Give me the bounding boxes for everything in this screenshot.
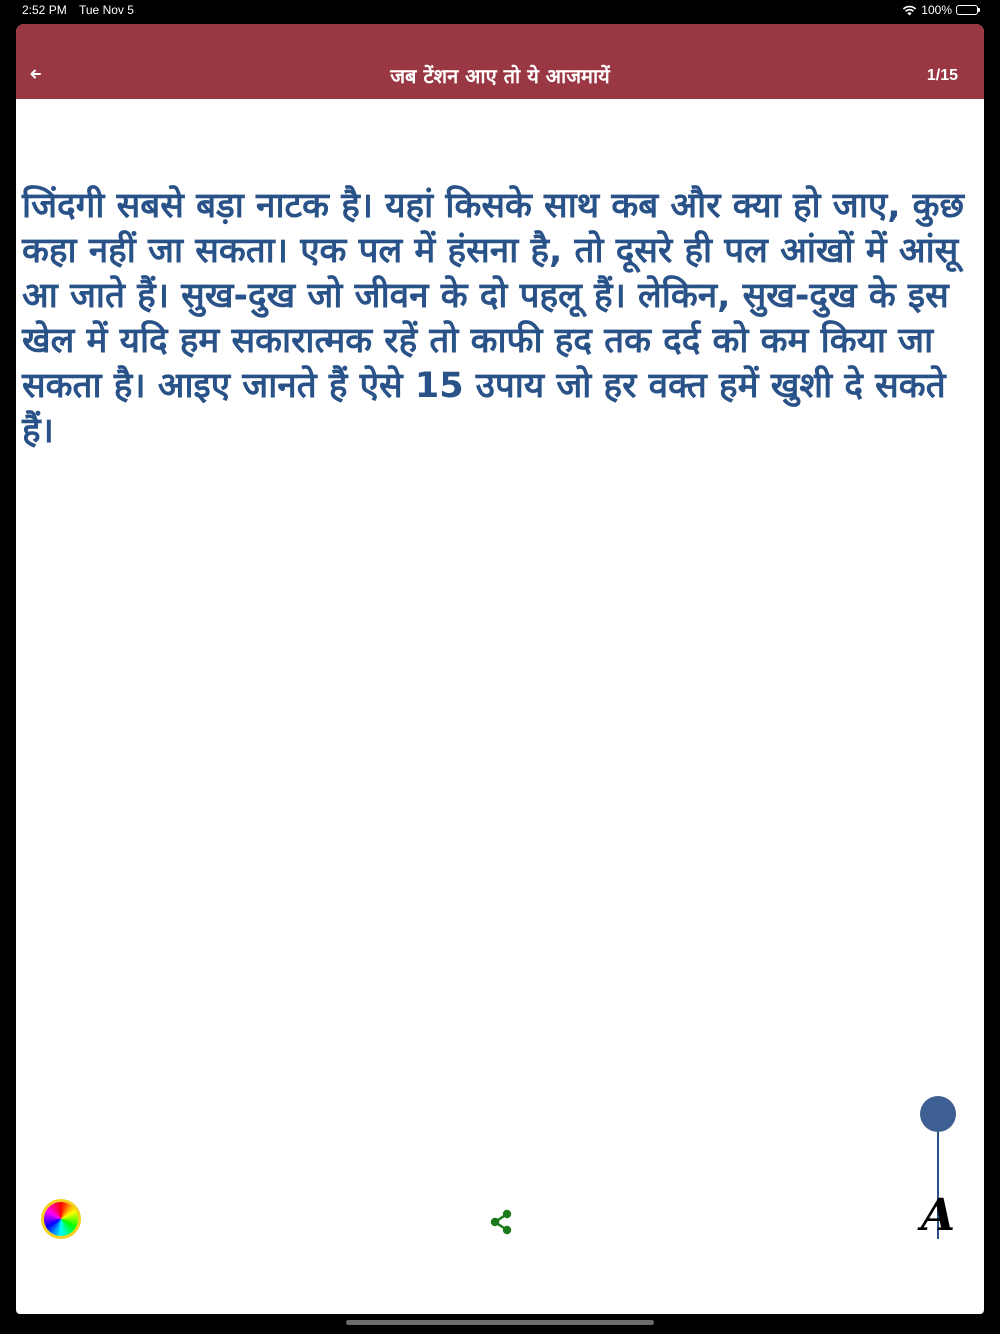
page-title: जब टेंशन आए तो ये आजमायें xyxy=(390,64,610,88)
status-right xyxy=(902,3,978,17)
slider-thumb[interactable] xyxy=(920,1096,956,1132)
font-size-slider[interactable] xyxy=(914,1094,964,1244)
share-button[interactable] xyxy=(487,1208,515,1236)
color-wheel-icon[interactable] xyxy=(41,1199,81,1239)
battery-percent: 100% xyxy=(921,3,952,17)
font-size-icon: A xyxy=(920,1190,956,1241)
home-indicator[interactable] xyxy=(346,1320,654,1325)
share-icon xyxy=(487,1208,515,1236)
header-bar xyxy=(16,24,984,99)
battery-icon xyxy=(956,5,978,15)
app-window xyxy=(16,24,984,1314)
wifi-icon xyxy=(902,5,917,16)
status-bar xyxy=(0,0,1000,22)
article-text: जिंदगी सबसे बड़ा नाटक है। यहां किसके साथ कब और क्या हो जाए, कुछ कहा नहीं जा सकता। एक पल में हंसना है, तो दूसरे ही पल आंखों में आंसू आ जाते हैं। सुख-दुख जो जीवन के दो पहलू हैं। लेकिन, सुख-दुख के इस खेल में यदि हम सकारात्मक रहें तो काफी हद तक दर्द को कम किया जा सकता है। आइए जानते हैं ऐसे 15 उपाय जो हर वक्त हमें खुशी दे सकते हैं। xyxy=(22,186,965,451)
status-time: 2:52 PM xyxy=(22,3,67,17)
page-counter: 1/15 xyxy=(926,67,958,84)
status-date: Tue Nov 5 xyxy=(79,3,134,17)
